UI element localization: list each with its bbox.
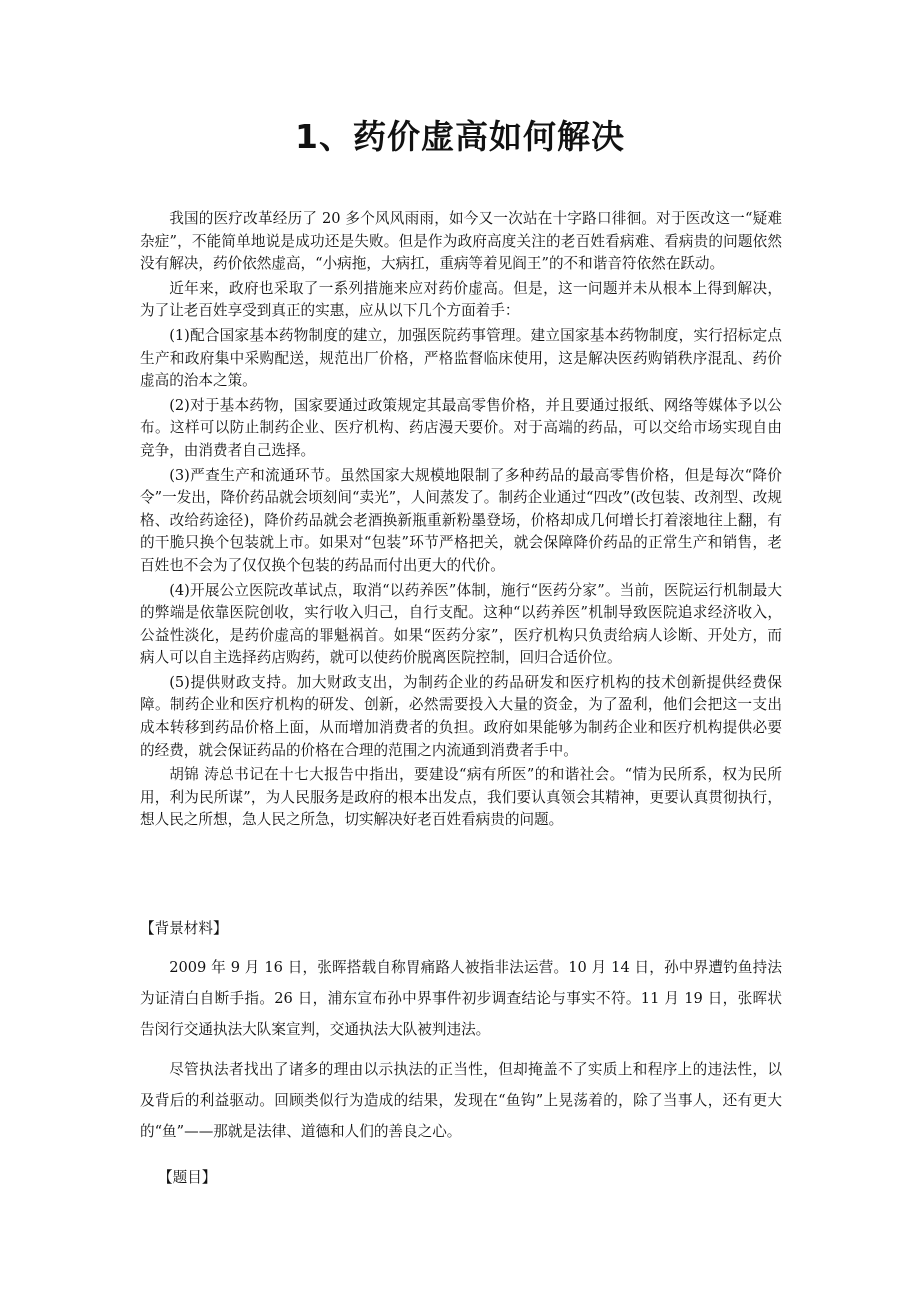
paragraph-point-2: (2)对于基本药物，国家要通过政策规定其最高零售价格，并且要通过报纸、网络等媒体予以公布。这样可以防止制药企业、医疗机构、药店漫天要价。对于高端的药品，可以交给市场实现自由竞争，由消费者自己选择。 bbox=[140, 396, 782, 459]
background-heading: 【背景材料】 bbox=[140, 920, 228, 937]
paragraph-point-3: (3)严查生产和流通环节。虽然国家大规模地限制了多种药品的最高零售价格，但是每次“降价令”一发出，降价药品就会顷刻间“卖光”，人间蒸发了。制药企业通过“四改”(改包装、改剂型、改规格、改给药途径)，降价药品就会老酒换新瓶重新粉墨登场，价格却成几何增长打着滚地往上翻，有的干脆只换个包装就上市。如果对“包装”环节严格把关，就会保障降价药品的正常生产和销售，老百姓也不会为了仅仅换个包装的药品而付出更大的代价。 bbox=[140, 466, 782, 574]
paragraph-point-5: (5)提供财政支持。加大财政支出，为制药企业的药品研发和医疗机构的技术创新提供经费保障。制药企业和医疗机构的研发、创新，必然需要投入大量的资金，为了盈利，他们会把这一支出成本转移到药品价格上面，从而增加消费者的负担。政府如果能够为制药企业和医疗机构提供必要的经费，就会保证药品的价格在合理的范围之内流通到消费者手中。 bbox=[140, 673, 782, 759]
paragraph-conclusion: 胡锦 涛总书记在十七大报告中指出，要建设“病有所医”的和谐社会。“情为民所系，权为民所用，利为民所谋”，为人民服务是政府的根本出发点，我们要认真领会其精神，更要认真贯彻执行，想人民之所想，急人民之所急，切实解决好老百姓看病贵的问题。 bbox=[140, 766, 782, 829]
paragraph-point-1: (1)配合国家基本药物制度的建立，加强医院药事管理。建立国家基本药物制度，实行招标定点生产和政府集中采购配送，规范出厂价格，严格监督临床使用，这是解决医药购销秩序混乱、药价虚高的治本之策。 bbox=[140, 326, 782, 390]
background-body bbox=[140, 952, 782, 1147]
document-title: 1、药价虚高如何解决 bbox=[295, 117, 625, 156]
essay-body bbox=[140, 208, 782, 832]
question-heading: 【题目】 bbox=[158, 1169, 217, 1186]
paragraph-point-4: (4)开展公立医院改革试点，取消“以药养医”体制，施行“医药分家”。当前，医院运行机制最大的弊端是依靠医院创收，实行收入归己，自行支配。这种“以药养医”机制导致医院追求经济收入，公益性淡化，是药价虚高的罪魁祸首。如果“医药分家”，医疗机构只负责给病人诊断、开处方，而病人可以自主选择药店购药，就可以使药价脱离医院控制，回归合适价位。 bbox=[140, 581, 782, 667]
paragraph-measures-intro: 近年来，政府也采取了一系列措施来应对药价虚高。但是，这一问题并未从根本上得到解决，为了让老百姓享受到真正的实惠，应从以下几个方面着手： bbox=[140, 279, 782, 320]
background-paragraph: 尽管执法者找出了诸多的理由以示执法的正当性，但却掩盖不了实质上和程序上的违法性，以及背后的利益驱动。回顾类似行为造成的结果，发现在“鱼钩”上晃荡着的，除了当事人，还有更大的“鱼”——那就是法律、道德和人们的善良之心。 bbox=[140, 1060, 782, 1141]
background-paragraph: 2009 年 9 月 16 日，张晖搭载自称胃痛路人被指非法运营。10 月 14 日，孙中界遭钓鱼持法为证清白自断手指。26 日，浦东宣布孙中界事件初步调查结论与事实不符。11 月 19 日，张晖状告闵行交通执法大队案宣判，交通执法大队被判违法。 bbox=[140, 959, 782, 1039]
paragraph-intro: 我国的医疗改革经历了 20 多个风风雨雨，如今又一次站在十字路口徘徊。对于医改这一“疑难杂症”，不能简单地说是成功还是失败。但是作为政府高度关注的老百姓看病难、看病贵的问题依然没有解决，药价依然虚高，“小病拖，大病扛，重病等着见阎王”的不和谐音符依然在跃动。 bbox=[140, 210, 782, 273]
